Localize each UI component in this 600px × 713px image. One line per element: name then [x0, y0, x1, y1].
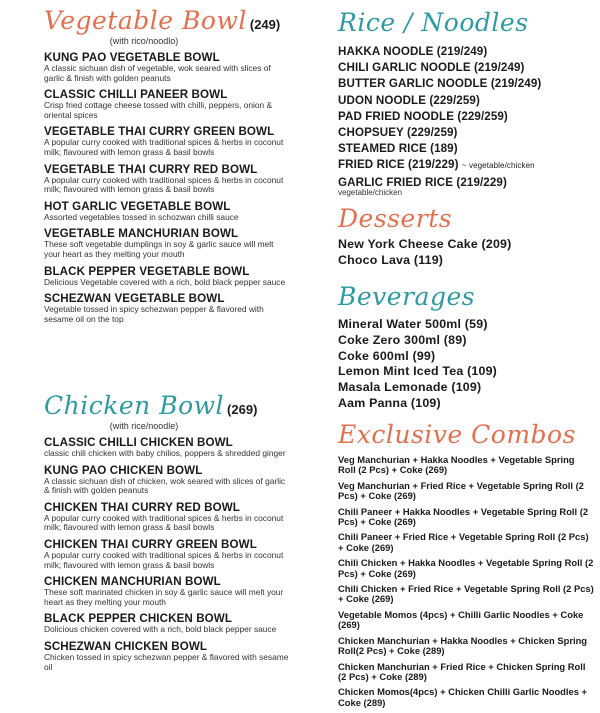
menu-item: [44, 201, 290, 223]
menu-item: [44, 641, 290, 672]
menu-item: Chili Paneer + Fried Rice + Vegetable Spring Roll (2 Pcs) + Coke (269): [338, 531, 589, 553]
menu-item: Chicken Manchurian + Fried Rice + Chicken Spring Roll (2 Pcs) + Coke (289): [338, 660, 586, 682]
menu-item: [44, 613, 290, 635]
section-title: Desserts: [338, 204, 453, 233]
menu-item: [338, 76, 594, 92]
menu-item-description: A popular curry cooked with traditional spices & herbs in coconut milk; flavoured with lemon grass & basil bowls: [44, 174, 284, 195]
menu-item: [44, 437, 290, 459]
desserts-section: [338, 206, 594, 269]
section-price: (269): [227, 402, 258, 417]
menu-item-name: FRIED RICE (219/229): [338, 158, 459, 172]
menu-item: [338, 93, 594, 109]
menu-item-name: CHICKEN THAI CURRY GREEN BOWL: [44, 537, 257, 551]
menu-item: [44, 465, 290, 496]
menu-item-name: HOT GARLIC VEGETABLE BOWL: [44, 199, 231, 213]
rice-noodles-heading: [338, 10, 594, 35]
menu-item: Veg Manchurian + Hakka Noodles + Vegetable Spring Roll (2 Pcs) + Coke (269): [338, 454, 575, 476]
menu-item-name: CHOPSUEY (229/259): [338, 126, 458, 140]
menu-item-name: BLACK PEPPER CHICKEN BOWL: [44, 612, 233, 626]
menu-item-description: A popular curry cooked with traditional spices & herbs in coconut milk; flavoured with lemon grass & basil bowls: [44, 549, 284, 570]
rice-noodles-list: [338, 44, 594, 191]
fried-rice-note: vegetable/chicken: [338, 187, 403, 197]
menu-item: Chili Chicken + Hakka Noodles + Vegetable Spring Roll (2 Pcs) + Coke (269): [338, 557, 594, 579]
menu-item-name: UDON NOODLE (229/259): [338, 93, 480, 107]
menu-item: Choco Lava (119): [338, 252, 444, 267]
menu-item-description: Delicious Vegetable covered with a rich, bold black pepper sauce: [44, 276, 286, 287]
left-column: [44, 0, 290, 672]
menu-item: [338, 141, 594, 157]
menu-item-description: A classic sichuan dish of chicken, wok seared with slices of garlic & finish with golden peanuts: [44, 475, 286, 496]
menu-item: Vegetable Momos (4pcs) + Chilli Garlic Noodles + Coke (269): [338, 608, 584, 631]
combos-list: [338, 455, 594, 708]
menu-item: [338, 44, 594, 60]
menu-item-name: VEGETABLE MANCHURIAN BOWL: [44, 227, 239, 241]
menu-item: Coke Zero 300ml (89): [338, 332, 467, 347]
section-title: Vegetable Bowl: [44, 6, 247, 35]
menu-item-description: A classic sichuan dish of vegetable, wok seared with slices of garlic & finish with golden peanuts: [44, 63, 271, 83]
menu-item: [338, 109, 594, 125]
menu-item: Aam Panna (109): [338, 395, 441, 410]
desserts-heading: [338, 206, 594, 231]
menu-item: [44, 502, 290, 533]
chicken-bowl-list: [44, 437, 290, 672]
menu-item: Chicken Momos(4pcs) + Chicken Chilli Garlic Noodles + Coke (289): [338, 686, 588, 708]
menu-item-note: ~ vegetable/chicken: [461, 161, 535, 171]
menu-item: Coke 600ml (99): [338, 348, 436, 363]
menu-item-name: VEGETABLE THAI CURRY RED BOWL: [44, 162, 258, 176]
menu-item: Masala Lemonade (109): [338, 380, 482, 395]
section-price: (249): [249, 17, 281, 32]
menu-item: [338, 125, 594, 141]
beverages-list: [338, 317, 594, 412]
menu-item-name: CHICKEN THAI CURRY RED BOWL: [44, 500, 240, 514]
menu-item: Veg Manchurian + Fried Rice + Vegetable Spring Roll (2 Pcs) + Coke (269): [338, 479, 584, 502]
vegetable-bowl-list: [44, 52, 290, 324]
beverages-heading: [338, 284, 594, 309]
menu-item: Mineral Water 500ml (59): [338, 317, 488, 331]
menu-item: [44, 576, 290, 607]
menu-item-description: Chicken tossed in spicy schezwan pepper & flavored with sesame oil: [44, 651, 289, 672]
vegetable-bowl-heading: [44, 8, 290, 33]
combos-section: [338, 422, 594, 713]
vegetable-bowl-section: [44, 8, 290, 324]
section-title: Rice / Noodles: [338, 8, 529, 37]
menu-item-description: These soft vegetable dumplings in soy & garlic sauce will melt your heart as they melting your mouth: [44, 239, 274, 259]
menu-item-name: CLASSIC CHILLI PANEER BOWL: [44, 88, 228, 102]
menu-item: Chili Paneer + Hakka Noodles + Vegetable Spring Roll (2 Pcs) + Coke (269): [338, 505, 589, 528]
menu-item-name: CLASSIC CHILLI CHICKEN BOWL: [44, 436, 233, 449]
menu-item-name: HAKKA NOODLE (219/249): [338, 45, 488, 58]
menu-item-name: KUNG PAO VEGETABLE BOWL: [44, 51, 220, 64]
menu-item: [338, 60, 594, 76]
section-title: Exclusive Combos: [338, 420, 576, 449]
rice-noodles-section: [338, 10, 594, 197]
menu-item-name: PAD FRIED NOODLE (229/259): [338, 109, 508, 123]
menu-item-description: Assorted vegetables tossed in schozwan chilli sauce: [44, 211, 239, 222]
menu-item-description: Vegetable tossed in spicy schezwan pepper & flavored with sesame oil on the top: [44, 304, 264, 324]
menu-item-description: Crisp fried cottage cheese tossed with chilli, peppers, onion & oriental spices: [44, 100, 273, 120]
menu-item: [338, 157, 594, 174]
menu-item: [44, 266, 290, 288]
section-title: Chicken Bowl: [44, 391, 225, 420]
menu-item-name: BLACK PEPPER VEGETABLE BOWL: [44, 264, 250, 278]
menu-item-name: SCHEZWAN VEGETABLE BOWL: [44, 292, 225, 306]
menu-item-description: classic chili chicken with baby chilios, poppers & shredded ginger: [44, 448, 286, 458]
menu-item: [44, 228, 290, 259]
chicken-bowl-heading: [44, 393, 290, 418]
menu-item-description: A popular curry cooked with traditional spices & herbs in coconut milk; flavoured with lemon grass & basil bowls: [44, 137, 284, 157]
menu-item-name: SCHEZWAN CHICKEN BOWL: [44, 639, 208, 653]
menu-item-name: CHICKEN MANCHURIAN BOWL: [44, 575, 221, 589]
menu-item: Chili Chicken + Fried Rice + Vegetable Spring Roll (2 Pcs) + Coke (269): [338, 583, 594, 605]
menu-item-name: STEAMED RICE (189): [338, 142, 458, 156]
menu-item: [44, 539, 290, 570]
section-note: (with rice/noodle): [109, 421, 179, 431]
menu-item: [44, 89, 290, 120]
menu-item: [44, 293, 290, 324]
menu-item-name: VEGETABLE THAI CURRY GREEN BOWL: [44, 125, 275, 139]
section-note: (with rico/noodlo): [109, 36, 179, 46]
beverages-section: [338, 284, 594, 412]
menu-item: [44, 164, 290, 195]
menu-item: New York Cheese Cake (209): [338, 237, 512, 251]
menu-item-name: GARLIC FRIED RICE (219/229): [338, 175, 507, 189]
menu-item: [44, 52, 290, 83]
menu-item: Chicken Manchurian + Hakka Noodles + Chicken Spring Roll(2 Pcs) + Coke (289): [338, 634, 588, 657]
combos-heading: [338, 422, 594, 447]
menu-item-name: CHILI GARLIC NOODLE (219/249): [338, 61, 525, 75]
chicken-bowl-section: [44, 393, 290, 672]
menu-item: [44, 126, 290, 157]
menu-item: Lemon Mint Iced Tea (109): [338, 364, 497, 379]
desserts-list: [338, 237, 594, 269]
section-title: Beverages: [338, 282, 476, 311]
menu-item-description: These soft marinated chicken in soy & garlic sauce will melt your heart as they melting your mouth: [44, 587, 284, 607]
menu-item-name: KUNG PAO CHICKEN BOWL: [44, 463, 203, 477]
menu-item-description: A popular curry cooked with traditional spices & herbs in coconut milk; flavoured with lemon grass & basil bowls: [44, 512, 284, 533]
menu-item-description: Dolicious chicken covered with a rich, bold black pepper sauce: [44, 624, 277, 635]
menu-item-name: BUTTER GARLIC NOODLE (219/249): [338, 77, 542, 91]
